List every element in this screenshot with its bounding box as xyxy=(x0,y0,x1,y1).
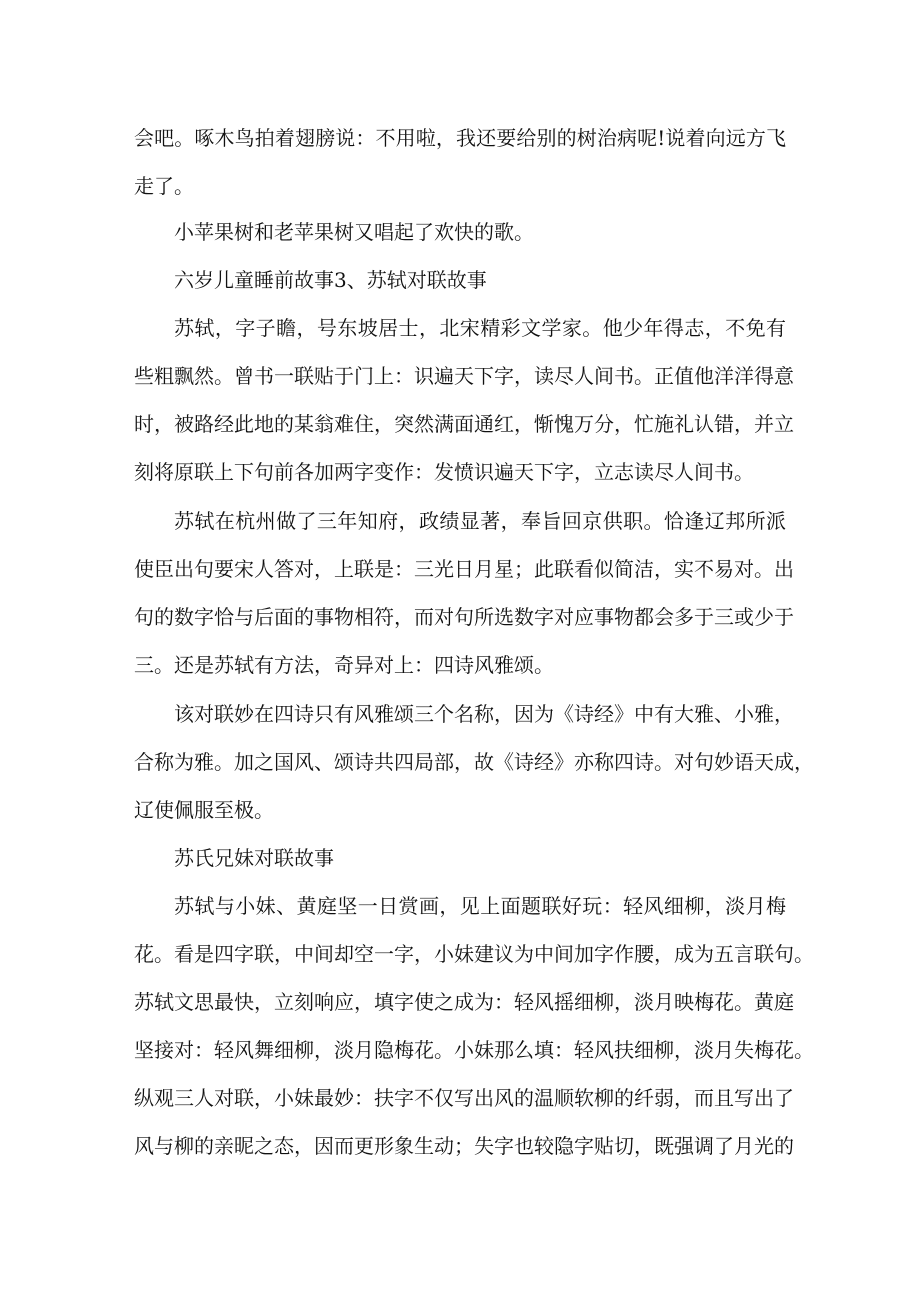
text-line: 刻将原联上下句前各加两字变作：发愤识遍天下字，立志读尽人间书。 xyxy=(134,460,754,484)
paragraph xyxy=(134,304,794,496)
paragraph xyxy=(134,882,814,1170)
text-line: 花。看是四字联，中间却空一字，小妹建议为中间加字作腰，成为五言联句。 xyxy=(134,942,814,966)
text-line: 走了。 xyxy=(134,174,194,198)
paragraph xyxy=(134,208,786,256)
text-line: 些粗飘然。曾书一联贴于门上：识遍天下字，读尽人间书。正值他洋洋得意 xyxy=(134,364,794,388)
text-line: 苏轼与小妹、黄庭坚一日赏画，见上面题联好玩：轻风细柳，淡月梅 xyxy=(174,894,786,918)
paragraph xyxy=(134,690,814,834)
story-heading xyxy=(134,256,786,304)
text-line: 苏轼在杭州做了三年知府，政绩显著，奉旨回京供职。恰逢辽邦所派 xyxy=(174,509,786,533)
text-line: 使臣出句要宋人答对，上联是：三光日月星；此联看似简洁，实不易对。出 xyxy=(134,557,794,581)
text-line: 小苹果树和老苹果树又唱起了欢快的歌。 xyxy=(174,220,534,244)
text-line: 纵观三人对联，小妹最妙：扶字不仅写出风的温顺软柳的纤弱，而且写出了 xyxy=(134,1086,794,1110)
text-line: 风与柳的亲昵之态，因而更形象生动；失字也较隐字贴切，既强调了月光的 xyxy=(134,1134,794,1158)
text-line: 苏轼，字子瞻，号东坡居士，北宋精彩文学家。他少年得志，不免有 xyxy=(174,316,786,340)
text-line: 坚接对：轻风舞细柳，淡月隐梅花。小妹那么填：轻风扶细柳，淡月失梅花。 xyxy=(134,1038,814,1062)
text-line: 该对联妙在四诗只有风雅颂三个名称，因为《诗经》中有大雅、小雅， xyxy=(174,702,794,726)
text-line: 句的数字恰与后面的事物相符，而对句所选数字对应事物都会多于三或少于 xyxy=(134,605,794,629)
heading-line: 六岁儿童睡前故事3、苏轼对联故事 xyxy=(174,268,487,292)
paragraph xyxy=(134,497,794,689)
text-line: 合称为雅。加之国风、颂诗共四局部，故《诗经》亦称四诗。对句妙语天成， xyxy=(134,750,814,774)
text-line: 时，被路经此地的某翁难住，突然满面通红，惭愧万分，忙施礼认错，并立 xyxy=(134,412,794,436)
section-heading xyxy=(134,834,786,882)
text-line: 辽使佩服至极。 xyxy=(134,798,274,822)
heading-line: 苏氏兄妹对联故事 xyxy=(174,846,334,870)
text-line: 苏轼文思最快，立刻响应，填字使之成为：轻风摇细柳，淡月映梅花。黄庭 xyxy=(134,990,794,1014)
paragraph-continuation xyxy=(134,114,786,210)
text-line: 会吧。啄木鸟拍着翅膀说：不用啦，我还要给别的树治病呢!说着向远方飞 xyxy=(134,126,786,150)
text-line: 三。还是苏轼有方法，奇异对上：四诗风雅颂。 xyxy=(134,653,554,677)
